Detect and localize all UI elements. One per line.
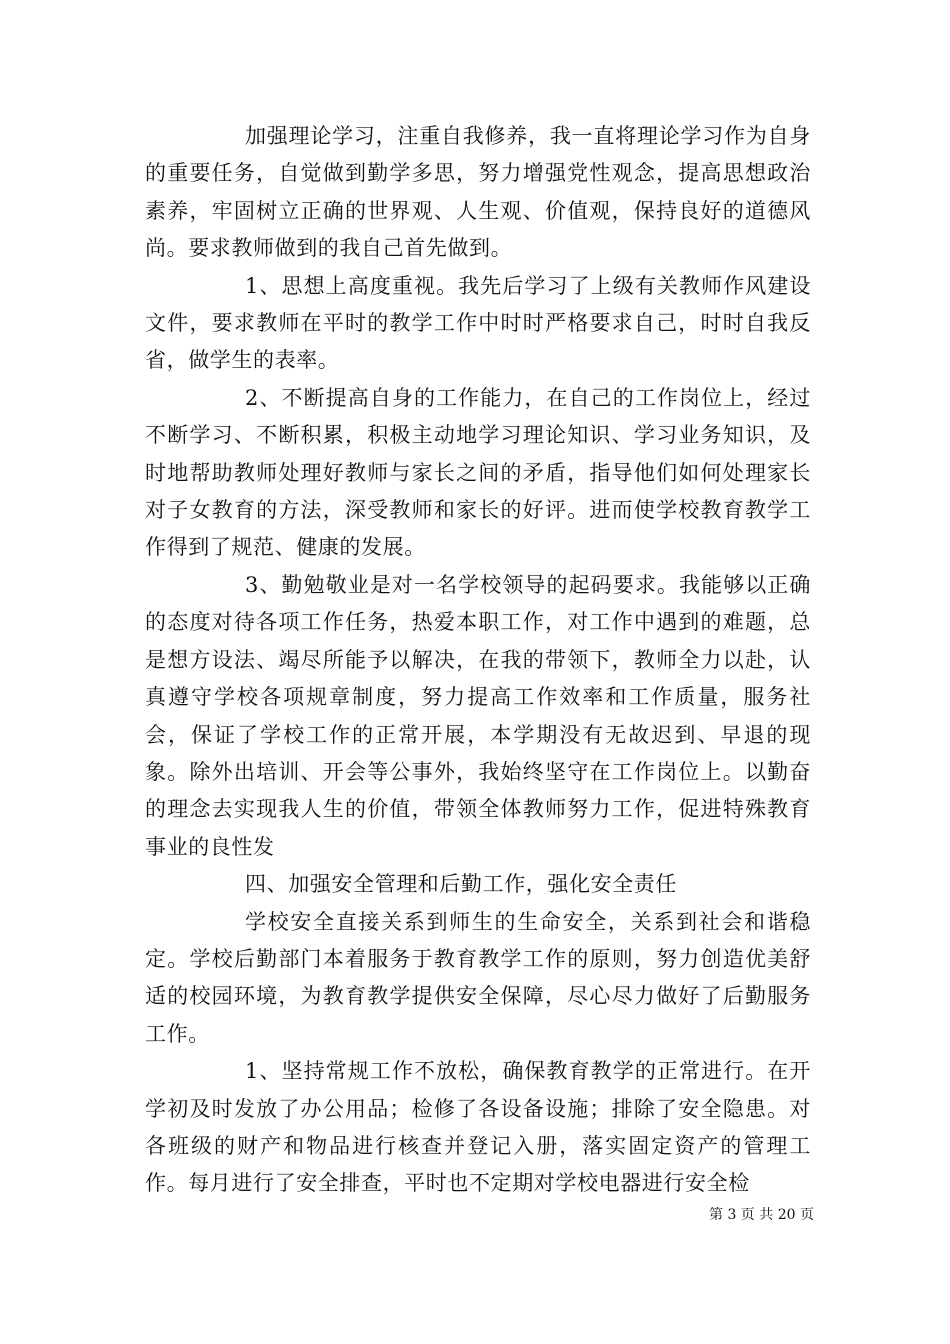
paragraph-safety-intro: 学校安全直接关系到师生的生命安全，关系到社会和谐稳定。学校后勤部门本着服务于教育教学工作的原则，努力创造优美舒适的校园环境，为教育教学提供安全保障，尽心尽力做好了后勤服务工作。 — [145, 909, 811, 1046]
paragraph-item-1-thought: 1、思想上高度重视。我先后学习了上级有关教师作风建设文件，要求教师在平时的教学工作中时时严格要求自己，时时自我反省，做学生的表率。 — [145, 273, 811, 373]
paragraph-item-3-diligence: 3、勤勉敬业是对一名学校领导的起码要求。我能够以正确的态度对待各项工作任务，热爱本职工作，对工作中遇到的难题，总是想方设法、竭尽所能予以解决，在我的带领下，教师全力以赴，认真遵守学校各项规章制度，努力提高工作效率和工作质量，服务社会，保证了学校工作的正常开展，本学期没有无故迟到、早退的现象。除外出培训、开会等公事外，我始终坚守在工作岗位上。以勤奋的理念去实现我人生的价值，带领全体教师努力工作，促进特殊教育事业的良性发 — [145, 572, 811, 859]
section-heading-safety: 四、加强安全管理和后勤工作，强化安全责任 — [245, 872, 677, 897]
document-body — [145, 118, 811, 1203]
paragraph-theory-study: 加强理论学习，注重自我修养，我一直将理论学习作为自身的重要任务，自觉做到勤学多思，努力增强党性观念，提高思想政治素养，牢固树立正确的世界观、人生观、价值观，保持良好的道德风尚。要求教师做到的我自己首先做到。 — [145, 124, 811, 261]
paragraph-item-2-ability: 2、不断提高自身的工作能力，在自己的工作岗位上，经过不断学习、不断积累，积极主动地学习理论知识、学习业务知识，及时地帮助教师处理好教师与家长之间的矛盾，指导他们如何处理家长对子女教育的方法，深受教师和家长的好评。进而使学校教育教学工作得到了规范、健康的发展。 — [145, 385, 811, 560]
paragraph-safety-item-1: 1、坚持常规工作不放松，确保教育教学的正常进行。在开学初及时发放了办公用品；检修了各设备设施；排除了安全隐患。对各班级的财产和物品进行核查并登记入册，落实固定资产的管理工作。每月进行了安全排查，平时也不定期对学校电器进行安全检 — [145, 1059, 811, 1196]
page-number-footer: 第 3 页 共 20 页 — [709, 1207, 814, 1223]
